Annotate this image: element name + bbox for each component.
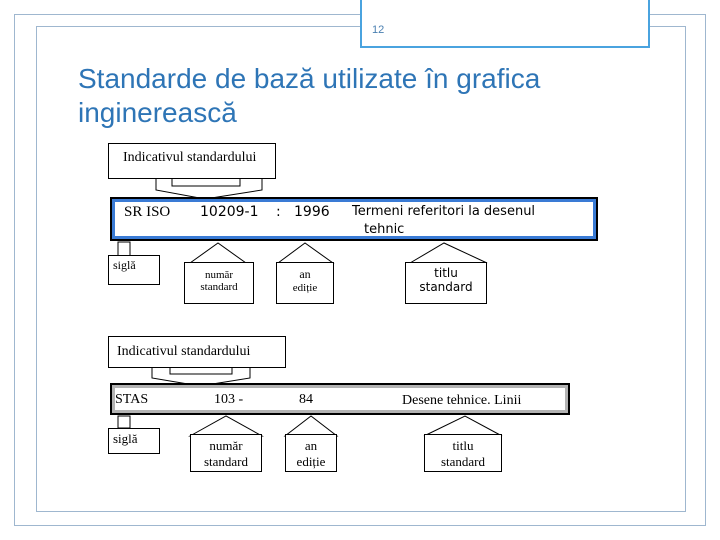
standard-subject-2: Desene tehnice. Linii bbox=[402, 393, 522, 408]
titlu-box-1 bbox=[405, 262, 487, 304]
titlu-label-1a: titlu bbox=[434, 266, 458, 280]
sigla-label-1: siglă bbox=[113, 258, 136, 272]
slide-title: Standarde de bază utilizate în grafica inginerească bbox=[78, 63, 541, 128]
header-callout-arrow-1 bbox=[156, 178, 262, 199]
standard-header-box-2 bbox=[108, 336, 286, 368]
standard-header-label-2: Indicativul standardului bbox=[117, 344, 251, 359]
sigla-pointer-1 bbox=[118, 242, 130, 256]
titlu-box-2 bbox=[424, 434, 502, 472]
titlu-pointer-2 bbox=[424, 416, 502, 436]
titlu-label-2a: titlu bbox=[452, 438, 474, 453]
numar-pointer-2 bbox=[190, 416, 262, 436]
titlu-label-1b: standard bbox=[419, 280, 473, 294]
sigla-box-2 bbox=[108, 428, 160, 454]
an-box-1 bbox=[276, 262, 334, 304]
sigla-pointer-2 bbox=[118, 416, 130, 428]
sr-iso-prefix: SR ISO bbox=[124, 204, 171, 220]
sigla-box-1 bbox=[108, 255, 160, 285]
an-label-2a: an bbox=[304, 438, 318, 453]
standard-number-2: 103 - bbox=[214, 392, 244, 407]
numar-label-1a: număr bbox=[204, 269, 234, 281]
titlu-pointer-1 bbox=[410, 243, 487, 263]
an-box-2 bbox=[285, 434, 337, 472]
an-pointer-1 bbox=[278, 243, 333, 263]
titlu-label-2b: standard bbox=[440, 454, 486, 469]
numar-box-1 bbox=[184, 262, 254, 304]
standard-header-box-1 bbox=[108, 143, 276, 179]
numar-label-1b: standard bbox=[200, 281, 238, 293]
an-label-1a: an bbox=[299, 267, 311, 281]
standard-number-1: 10209-1 bbox=[200, 204, 259, 220]
an-label-2b: ediție bbox=[296, 454, 326, 469]
standard-header-label-1: Indicativul standardului bbox=[123, 150, 257, 165]
stas-prefix: STAS bbox=[115, 392, 149, 407]
an-pointer-2 bbox=[285, 416, 337, 436]
numar-label-2b: standard bbox=[203, 454, 249, 469]
standard-year-2: 84 bbox=[299, 392, 313, 407]
standard-year-1: 1996 bbox=[294, 204, 330, 220]
sigla-label-2: siglă bbox=[113, 431, 138, 446]
standard-subject-1-line2: tehnic bbox=[364, 222, 405, 237]
numar-label-2a: număr bbox=[209, 438, 243, 453]
page-number: 12 bbox=[372, 24, 385, 36]
numar-box-2 bbox=[190, 434, 262, 472]
standard-separator-1: : bbox=[276, 204, 281, 220]
numar-pointer-1 bbox=[190, 243, 246, 263]
an-label-1b: ediție bbox=[292, 282, 318, 294]
standard-subject-1-line1: Termeni referitori la desenul bbox=[352, 204, 536, 219]
